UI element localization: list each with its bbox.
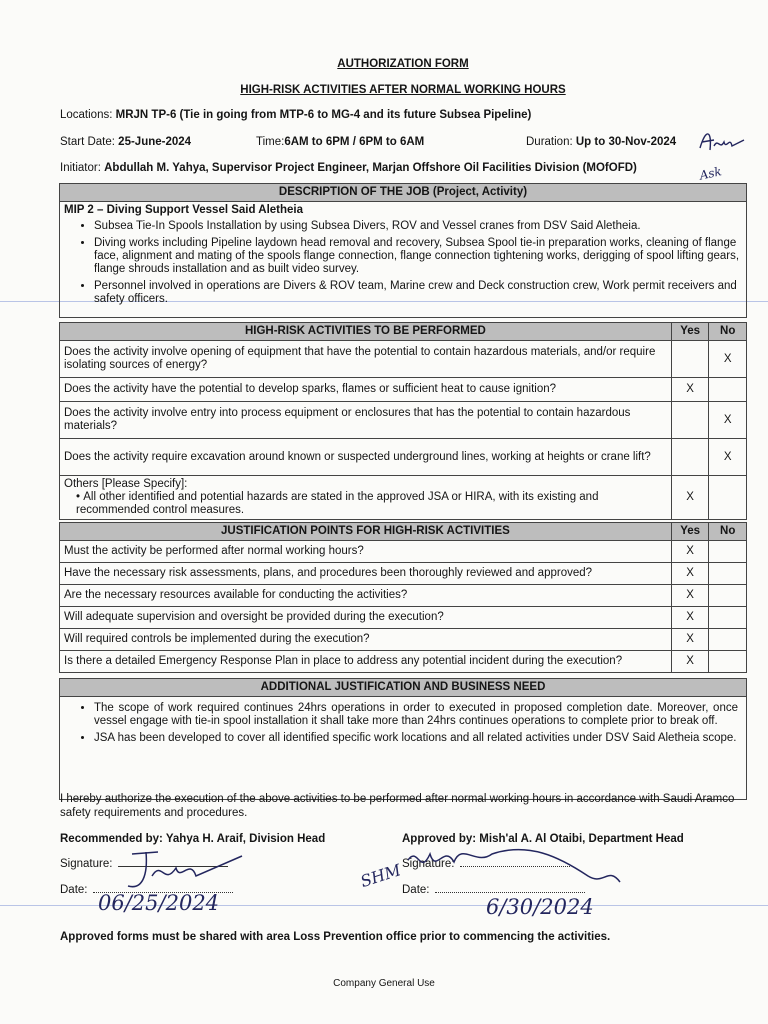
high-risk-table xyxy=(59,322,747,520)
initiator-value: Abdullah M. Yahya, Supervisor Project Engineer, Marjan Offshore Oil Facilities Division (MOfOFD) xyxy=(104,162,637,174)
notice: Approved forms must be shared with area Loss Prevention office prior to commencing the activities. xyxy=(60,931,611,943)
additional-justification-table xyxy=(59,678,747,800)
start-date-row xyxy=(60,136,191,148)
table-row xyxy=(60,629,747,651)
no-column-header: No xyxy=(709,323,747,341)
table-row xyxy=(60,439,747,476)
no-cell xyxy=(709,378,747,402)
job-bullets xyxy=(64,220,742,306)
table-row xyxy=(60,541,747,563)
no-cell xyxy=(709,607,747,629)
table-row xyxy=(60,651,747,673)
yes-cell: X xyxy=(671,585,709,607)
yes-cell: X xyxy=(671,476,709,520)
high-risk-header: HIGH-RISK ACTIVITIES TO BE PERFORMED xyxy=(60,323,672,341)
approved-signature xyxy=(358,836,638,926)
time-value: 6AM to 6PM / 6PM to 6AM xyxy=(284,136,425,148)
duration-row xyxy=(526,136,676,148)
no-cell: X xyxy=(709,402,747,439)
table-row xyxy=(60,607,747,629)
job-description-header: DESCRIPTION OF THE JOB (Project, Activity) xyxy=(60,184,747,202)
job-bullet: • Subsea Tie-In Spools Installation by using Subsea Divers, ROV and Vessel cranes from DSV Said Aletheia. xyxy=(94,220,742,233)
question-cell: Does the activity involve entry into process equipment or enclosures that has the potential to contain hazardous materials? xyxy=(60,402,672,439)
table-row xyxy=(60,476,747,520)
table-row xyxy=(60,402,747,439)
others-bullet: • All other identified and potential hazards are stated in the approved JSA or HIRA, with its existing and recommended control measures. xyxy=(76,491,667,517)
job-description-body xyxy=(60,202,747,318)
no-cell: X xyxy=(709,341,747,378)
yes-cell xyxy=(671,439,709,476)
locations-value: MRJN TP-6 (Tie in going from MTP-6 to MG-4 and its future Subsea Pipeline) xyxy=(115,109,532,121)
recommended-signature xyxy=(92,846,262,926)
job-description-table xyxy=(59,183,747,318)
no-cell xyxy=(709,629,747,651)
handwritten-note: SHM xyxy=(358,860,404,892)
yes-cell: X xyxy=(671,563,709,585)
table-row xyxy=(60,585,747,607)
additional-header: ADDITIONAL JUSTIFICATION AND BUSINESS NEED xyxy=(60,679,747,697)
yes-column-header: Yes xyxy=(671,523,709,541)
time-row xyxy=(256,136,424,148)
others-label: Others [Please Specify]: xyxy=(64,478,188,490)
recommended-by: Recommended by: Yahya H. Araif, Division Head xyxy=(60,833,326,845)
time-label: Time: xyxy=(256,136,285,148)
approved-date: 6/30/2024 xyxy=(486,895,594,919)
start-date-value: 25-June-2024 xyxy=(118,136,192,148)
question-cell: Must the activity be performed after normal working hours? xyxy=(60,541,672,563)
additional-body xyxy=(60,697,747,800)
question-cell: Does the activity require excavation around known or suspected underground lines, working at heights or crane lift? xyxy=(60,439,672,476)
date-label: Date: xyxy=(402,884,430,896)
form-subtitle: HIGH-RISK ACTIVITIES AFTER NORMAL WORKING HOURS xyxy=(240,84,566,96)
additional-bullet: • The scope of work required continues 24hrs operations in order to executed in proposed completion date. Moreover, once vessel engage with tie-in spool installation it shall take more than 24hrs continues operations to complete prior to break off. xyxy=(94,702,738,728)
no-cell xyxy=(709,585,747,607)
locations-row xyxy=(60,109,531,121)
yes-cell xyxy=(671,341,709,378)
initiator-row xyxy=(60,162,637,174)
justification-header: JUSTIFICATION POINTS FOR HIGH-RISK ACTIVITIES xyxy=(60,523,672,541)
yes-cell: X xyxy=(671,651,709,673)
duration-value: Up to 30-Nov-2024 xyxy=(575,136,677,148)
yes-cell: X xyxy=(671,607,709,629)
no-cell xyxy=(709,476,747,520)
form-title: AUTHORIZATION FORM xyxy=(337,58,469,70)
no-cell xyxy=(709,563,747,585)
others-cell xyxy=(60,476,672,520)
no-column-header: No xyxy=(709,523,747,541)
no-cell: X xyxy=(709,439,747,476)
start-date-label: Start Date: xyxy=(60,136,115,148)
initiator-label: Initiator: xyxy=(60,162,101,174)
yes-cell: X xyxy=(671,629,709,651)
question-cell: Are the necessary resources available for conducting the activities? xyxy=(60,585,672,607)
question-cell: Have the necessary risk assessments, plans, and procedures been thoroughly reviewed and approved? xyxy=(60,563,672,585)
yes-cell: X xyxy=(671,541,709,563)
additional-bullet: • JSA has been developed to cover all identified specific work locations and all related activities under DSV Said Aletheia scope. xyxy=(94,732,738,745)
approved-by: Approved by: Mish'al A. Al Otaibi, Department Head xyxy=(402,833,684,845)
table-row xyxy=(60,341,747,378)
additional-bullets xyxy=(64,702,738,745)
locations-label: Locations: xyxy=(60,109,113,121)
yes-cell: X xyxy=(671,378,709,402)
yes-column-header: Yes xyxy=(671,323,709,341)
signature-label: Signature: xyxy=(402,858,455,870)
duration-label: Duration: xyxy=(526,136,573,148)
authorization-statement: I hereby authorize the execution of the above activities to be performed after normal working hours in accordance with Saudi Aramco safety requirements and procedures. xyxy=(60,793,735,819)
job-bullet: • Diving works including Pipeline laydown head removal and recovery, Subsea Spool tie-in preparation works, cleaning of flange face, alignment and mating of the spools flange connection, flange connection tightening works, derigging of spool lifting gears, flange shrouds installation and as built video survey. xyxy=(94,237,742,276)
footer-label: Company General Use xyxy=(333,978,435,989)
question-cell: Will adequate supervision and oversight be provided during the execution? xyxy=(60,607,672,629)
question-cell: Is there a detailed Emergency Response Plan in place to address any potential incident during the execution? xyxy=(60,651,672,673)
question-cell: Does the activity involve opening of equipment that have the potential to contain hazardous materials, and/or require isolating sources of energy? xyxy=(60,341,672,378)
job-bullet: • Personnel involved in operations are Divers & ROV team, Marine crew and Deck construction crew, Work permit receivers and safety officers. xyxy=(94,280,742,306)
initials-scribble xyxy=(698,126,748,186)
table-row xyxy=(60,378,747,402)
question-cell: Will required controls be implemented during the execution? xyxy=(60,629,672,651)
table-row xyxy=(60,563,747,585)
initials-note: Ask xyxy=(698,164,723,183)
yes-cell xyxy=(671,402,709,439)
recommended-date: 06/25/2024 xyxy=(98,891,220,915)
no-cell xyxy=(709,541,747,563)
signature-label: Signature: xyxy=(60,858,113,870)
question-cell: Does the activity have the potential to develop sparks, flames or sufficient heat to cause ignition? xyxy=(60,378,672,402)
justification-table xyxy=(59,522,747,673)
date-label: Date: xyxy=(60,884,88,896)
no-cell xyxy=(709,651,747,673)
job-subtitle: MIP 2 – Diving Support Vessel Said Aletheia xyxy=(64,204,304,216)
